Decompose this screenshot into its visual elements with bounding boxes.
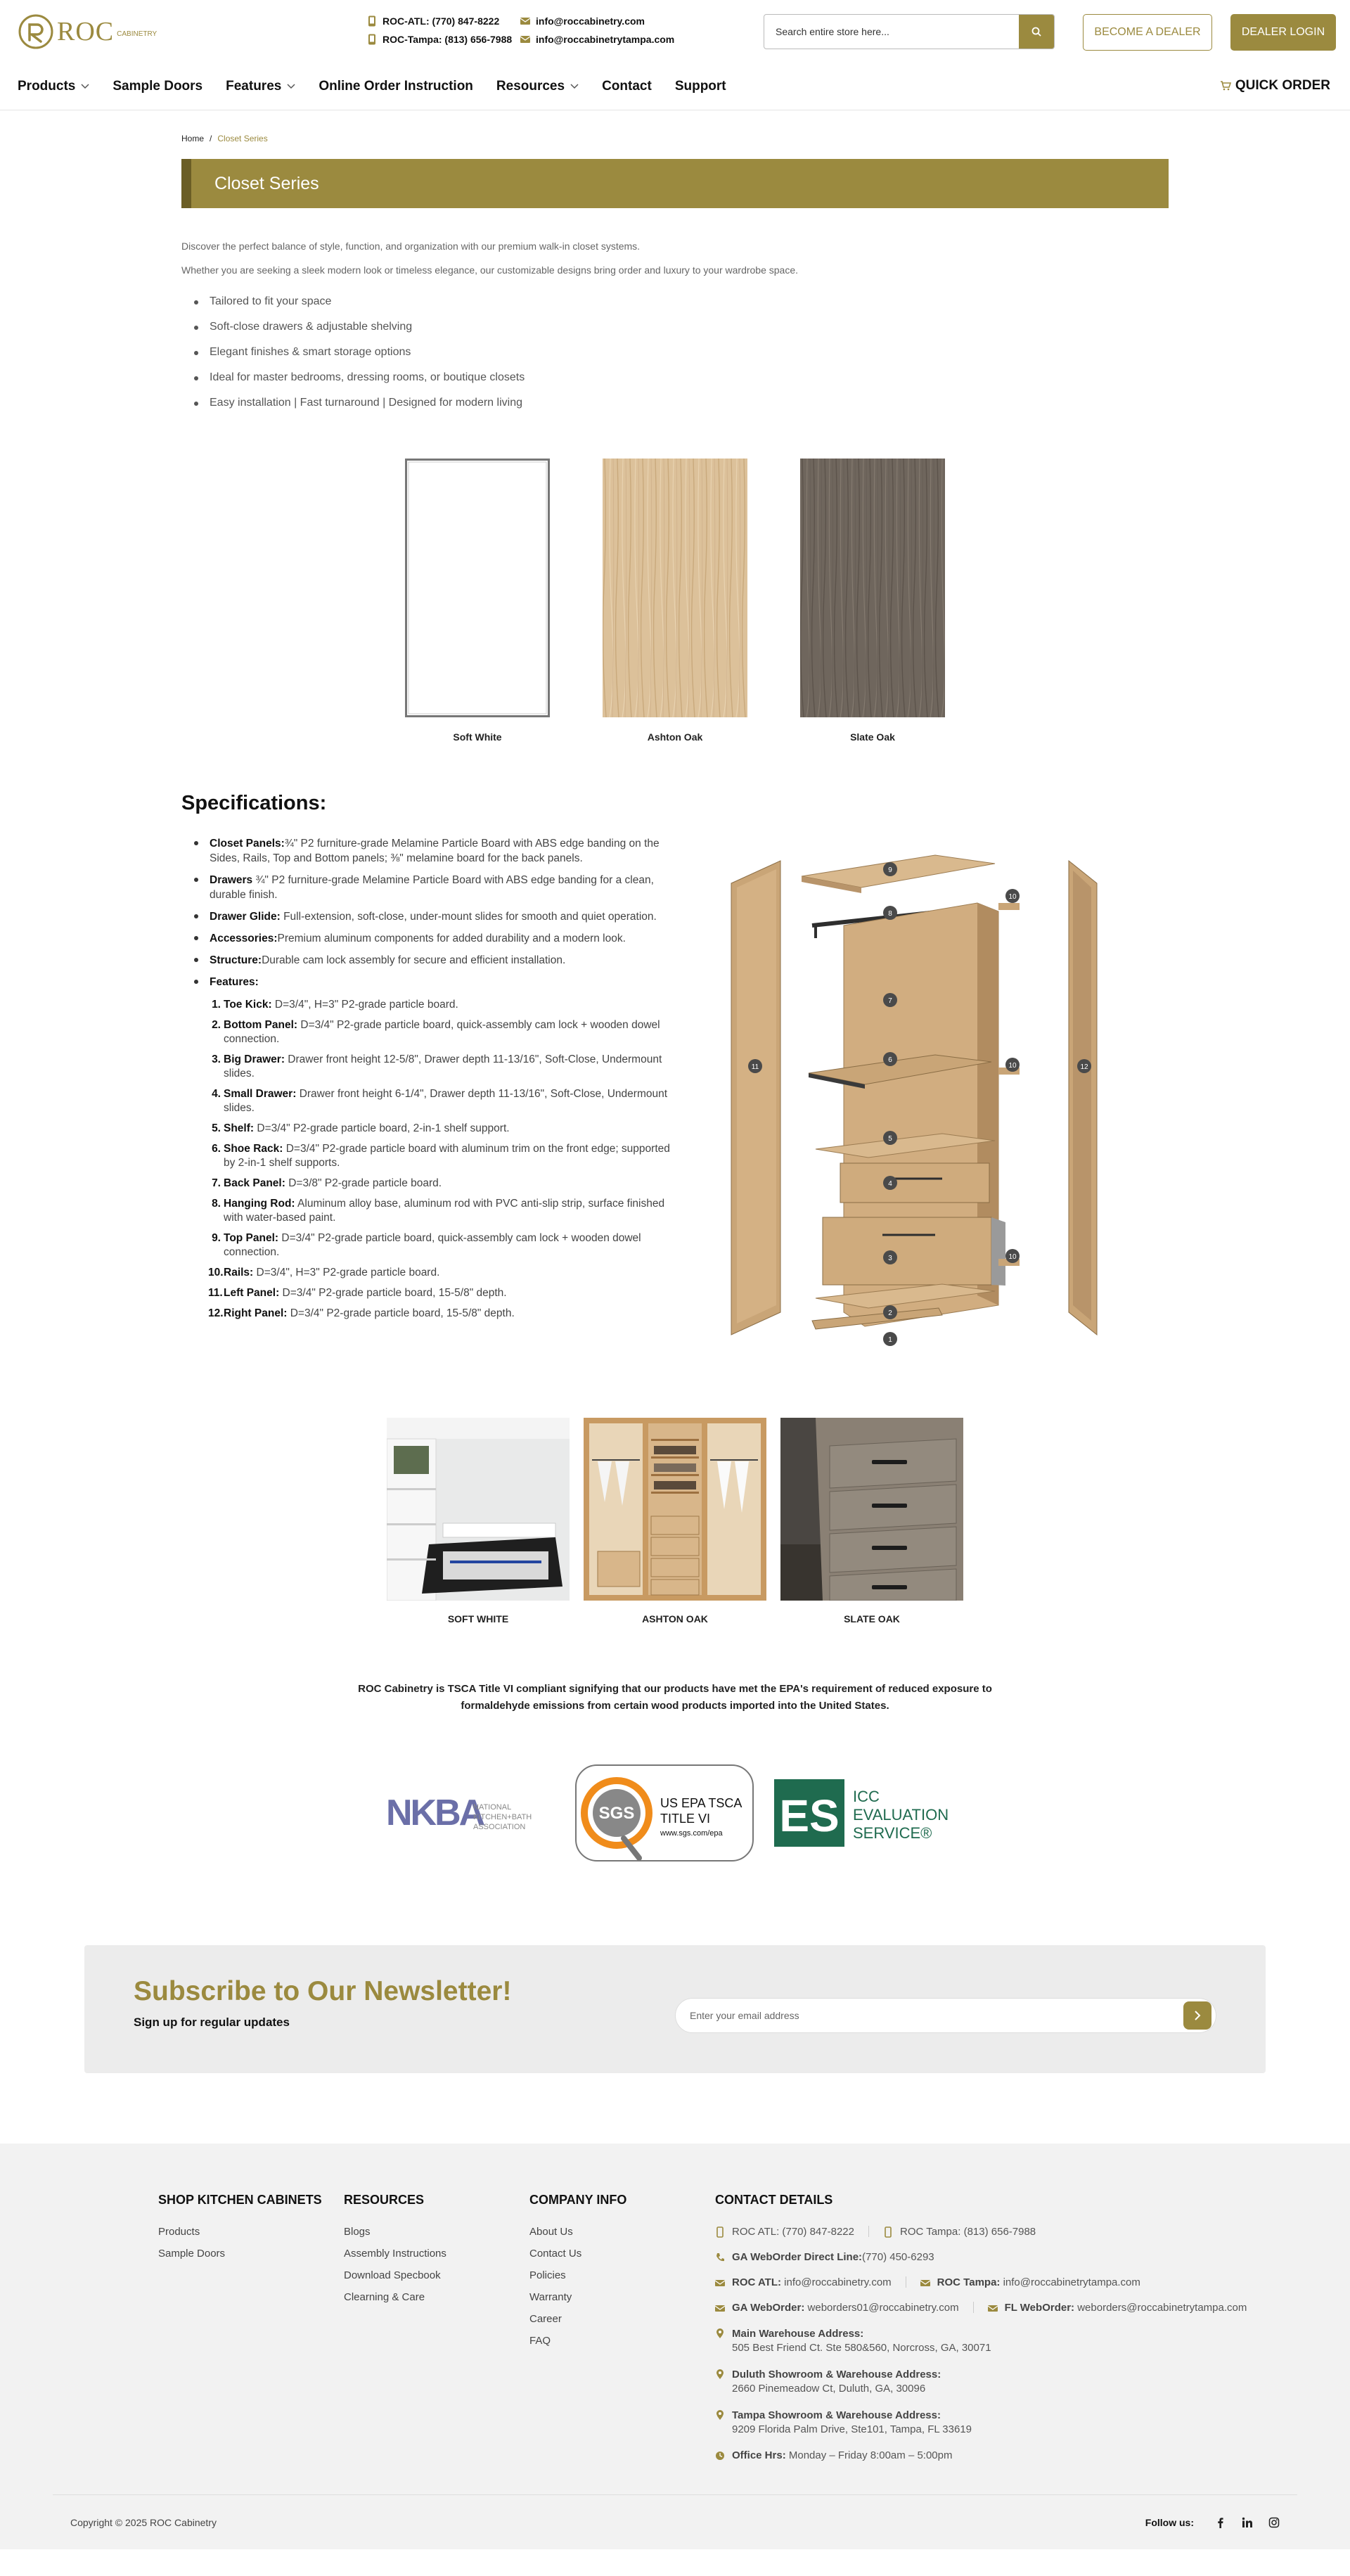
mail-icon bbox=[520, 34, 530, 45]
footer-ga-label: GA WebOrder Direct Line: bbox=[732, 2251, 863, 2263]
footer-link-blogs[interactable]: Blogs bbox=[344, 2226, 371, 2238]
spec-item bbox=[210, 836, 674, 866]
footer-phone-atl[interactable] bbox=[715, 2226, 854, 2238]
location-pin-icon bbox=[715, 2328, 725, 2339]
footer-hours-label: Office Hrs: bbox=[732, 2449, 786, 2461]
feature-item: Ideal for master bedrooms, dressing rooms, or boutique closets bbox=[210, 371, 1169, 384]
copyright: Copyright © 2025 ROC Cabinetry bbox=[70, 2516, 217, 2528]
component-text: D=3/4" P2-grade particle board, 15-5/8" depth. bbox=[279, 1287, 507, 1299]
spec-item bbox=[210, 975, 674, 1321]
swatch-soft-white[interactable] bbox=[405, 459, 550, 743]
diagram-badge bbox=[883, 1131, 897, 1145]
spec-text: ¾" P2 furniture-grade Melamine Particle Board with ABS edge banding on the Sides, Rails, Top and Bottom panels; ⅜" melamine board for the back panels. bbox=[210, 838, 660, 864]
svg-text:7: 7 bbox=[888, 997, 892, 1005]
nav-products[interactable] bbox=[18, 79, 89, 94]
feature-item: Tailored to fit your space bbox=[210, 295, 1169, 308]
svg-text:TITLE VI: TITLE VI bbox=[660, 1812, 711, 1826]
feature-list bbox=[181, 295, 1169, 409]
diagram-badge bbox=[883, 1250, 897, 1264]
search-input[interactable] bbox=[764, 15, 1019, 49]
spec-label: Structure: bbox=[210, 954, 262, 966]
nav-support[interactable] bbox=[675, 79, 726, 94]
top-header bbox=[0, 0, 1350, 63]
component-number: 1. bbox=[212, 999, 221, 1011]
component-label: Right Panel: bbox=[224, 1307, 288, 1319]
footer-addr2-value: 2660 Pinemeadow Ct, Duluth, GA, 30096 bbox=[732, 2383, 926, 2395]
newsletter-subtitle: Sign up for regular updates bbox=[134, 2016, 290, 2029]
certification-logos bbox=[181, 1764, 1169, 1862]
page-banner bbox=[181, 159, 1169, 208]
mail-icon bbox=[715, 2302, 725, 2314]
diagram-badge bbox=[883, 1052, 897, 1066]
newsletter-section bbox=[84, 1945, 1266, 2073]
divider bbox=[868, 2226, 869, 2237]
nav-contact-label: Contact bbox=[602, 79, 652, 94]
component-list bbox=[210, 998, 674, 1321]
instagram-icon[interactable] bbox=[1268, 2517, 1280, 2528]
diagram-badge bbox=[748, 1059, 762, 1073]
location-pin-icon bbox=[715, 2369, 725, 2380]
spec-text: ¾" P2 furniture-grade Melamine Particle Board with ABS edge banding for a clean, durable finish. bbox=[210, 874, 654, 901]
swatch-label: Slate Oak bbox=[850, 731, 895, 743]
svg-text:2: 2 bbox=[888, 1309, 892, 1317]
footer-addr3-value: 9209 Florida Palm Drive, Ste101, Tampa, FL 33619 bbox=[732, 2423, 972, 2435]
svg-text:10: 10 bbox=[1008, 893, 1017, 901]
component-text: Drawer front height 12-5/8", Drawer depth 11-13/16", Soft-Close, Undermount slides. bbox=[224, 1053, 662, 1079]
spec-label: Drawer Glide: bbox=[210, 911, 281, 923]
specifications-text bbox=[181, 792, 674, 1354]
diagram-badge bbox=[883, 862, 897, 876]
header-phone-atl[interactable] bbox=[367, 15, 520, 27]
component-number: 5. bbox=[212, 1122, 221, 1134]
footer-resources-title: RESOURCES bbox=[344, 2193, 425, 2207]
svg-text:12: 12 bbox=[1080, 1063, 1088, 1071]
component-number: 2. bbox=[212, 1019, 221, 1031]
footer-link-contact[interactable]: Contact Us bbox=[529, 2248, 582, 2260]
svg-text:3: 3 bbox=[888, 1255, 892, 1262]
component-label: Big Drawer: bbox=[224, 1053, 285, 1065]
footer-link-about[interactable]: About Us bbox=[529, 2226, 573, 2238]
specifications-list bbox=[181, 836, 674, 1321]
phone-icon bbox=[367, 15, 377, 27]
breadcrumb-separator: / bbox=[210, 134, 212, 143]
slate-oak-photo bbox=[780, 1418, 963, 1601]
footer-email-tampa[interactable] bbox=[920, 2276, 1140, 2288]
svg-text:9: 9 bbox=[888, 866, 892, 874]
component-label: Hanging Rod: bbox=[224, 1198, 295, 1210]
quick-order-link[interactable] bbox=[1220, 78, 1330, 94]
chevron-right-icon bbox=[1194, 2011, 1201, 2020]
component-number: 10. bbox=[208, 1267, 224, 1279]
closet-exploded-view bbox=[724, 820, 1118, 1354]
footer-ga-direct-line[interactable] bbox=[715, 2251, 1278, 2263]
footer-ga-web-label: GA WebOrder: bbox=[732, 2302, 805, 2314]
footer-phone-tampa-text: ROC Tampa: (813) 656-7988 bbox=[899, 2226, 1036, 2238]
svg-text:10: 10 bbox=[1008, 1253, 1017, 1261]
svg-text:US EPA TSCA: US EPA TSCA bbox=[660, 1796, 742, 1810]
photo-label: ASHTON OAK bbox=[642, 1613, 708, 1625]
svg-text:6: 6 bbox=[888, 1056, 892, 1064]
mail-icon bbox=[715, 2277, 725, 2288]
newsletter-email-input[interactable] bbox=[676, 2010, 1183, 2021]
component-item bbox=[208, 1286, 674, 1300]
chevron-down-icon bbox=[81, 84, 89, 89]
footer-fl-web-label: FL WebOrder: bbox=[1004, 2302, 1075, 2314]
component-label: Bottom Panel: bbox=[224, 1019, 298, 1031]
swatch-ashton-oak[interactable] bbox=[603, 459, 747, 743]
spec-item bbox=[210, 873, 674, 902]
footer-email-atl-label: ROC ATL: bbox=[732, 2276, 781, 2288]
footer-link-career[interactable]: Career bbox=[529, 2313, 562, 2325]
newsletter-form bbox=[675, 1998, 1216, 2033]
footer-email-tampa-label: ROC Tampa: bbox=[937, 2276, 1001, 2288]
svg-text:NATIONAL: NATIONAL bbox=[473, 1803, 512, 1812]
component-label: Shelf: bbox=[224, 1122, 255, 1134]
component-text: D=3/4" P2-grade particle board, 15-5/8" depth. bbox=[287, 1307, 515, 1319]
facebook-icon[interactable] bbox=[1215, 2517, 1226, 2528]
component-number: 12. bbox=[208, 1307, 224, 1319]
component-text: D=3/4" P2-grade particle board, 2-in-1 shelf support. bbox=[254, 1122, 510, 1134]
component-label: Rails: bbox=[224, 1267, 254, 1279]
component-item bbox=[212, 1122, 674, 1136]
sgs-tsca-logo bbox=[574, 1764, 754, 1862]
footer-hours-value: Monday – Friday 8:00am – 5:00pm bbox=[785, 2449, 953, 2461]
footer-addr2-label: Duluth Showroom & Warehouse Address: bbox=[732, 2369, 941, 2380]
footer-phones bbox=[715, 2226, 1278, 2238]
svg-text:SERVICE®: SERVICE® bbox=[853, 1824, 932, 1842]
component-number: 6. bbox=[212, 1143, 221, 1155]
svg-text:ICC: ICC bbox=[853, 1788, 880, 1805]
page-title: Closet Series bbox=[214, 173, 319, 193]
component-text: D=3/4", H=3" P2-grade particle board. bbox=[253, 1267, 440, 1279]
footer-addr1-label: Main Warehouse Address: bbox=[732, 2328, 864, 2340]
component-number: 3. bbox=[212, 1053, 221, 1065]
component-text: D=3/4" P2-grade particle board with aluminum trim on the front edge; supported by 2-in-1 shelf supports. bbox=[224, 1143, 670, 1169]
component-number: 8. bbox=[212, 1198, 221, 1210]
header-email-tampa[interactable] bbox=[520, 34, 675, 45]
footer-link-sample-doors[interactable]: Sample Doors bbox=[158, 2248, 226, 2260]
nav-support-label: Support bbox=[674, 79, 726, 94]
svg-text:NKBA: NKBA bbox=[386, 1793, 484, 1833]
ashton-oak-photo bbox=[584, 1418, 766, 1601]
site-footer bbox=[0, 2144, 1350, 2549]
svg-text:EVALUATION: EVALUATION bbox=[853, 1806, 949, 1824]
intro-text bbox=[181, 241, 1169, 276]
footer-email-atl-value: info@roccabinetry.com bbox=[780, 2276, 892, 2288]
footer-email-atl[interactable] bbox=[715, 2276, 892, 2288]
component-label: Small Drawer: bbox=[224, 1088, 297, 1100]
features-label: Features: bbox=[210, 976, 259, 988]
spec-label: Closet Panels: bbox=[210, 838, 285, 850]
social-links bbox=[1145, 2517, 1280, 2528]
footer-addr3-label: Tampa Showroom & Warehouse Address: bbox=[732, 2409, 941, 2421]
feature-item: Soft-close drawers & adjustable shelving bbox=[210, 321, 1169, 333]
svg-text:8: 8 bbox=[888, 910, 892, 918]
feature-item: Elegant finishes & smart storage options bbox=[210, 346, 1169, 359]
header-email-tampa-text: info@roccabinetrytampa.com bbox=[536, 34, 675, 45]
header-contacts bbox=[367, 15, 675, 45]
component-item bbox=[212, 1142, 674, 1170]
component-label: Top Panel: bbox=[224, 1232, 279, 1244]
finish-photos bbox=[181, 1418, 1169, 1625]
spec-item bbox=[210, 909, 674, 924]
footer-emails bbox=[715, 2276, 1278, 2288]
search-icon bbox=[1031, 27, 1041, 37]
swatch-soft-white-image bbox=[405, 459, 550, 717]
component-item bbox=[212, 1053, 674, 1081]
spec-label: Accessories: bbox=[210, 933, 278, 944]
swatch-slate-oak[interactable] bbox=[800, 459, 945, 743]
clock-icon bbox=[715, 2450, 725, 2461]
logo-subtext: CABINETRY bbox=[117, 30, 158, 38]
footer-weborders bbox=[715, 2302, 1278, 2314]
spec-text: Durable cam lock assembly for secure and efficient installation. bbox=[262, 954, 566, 966]
svg-text:10: 10 bbox=[1008, 1062, 1017, 1070]
newsletter-submit-button[interactable] bbox=[1183, 2001, 1211, 2030]
header-email-atl-text: info@roccabinetry.com bbox=[536, 15, 645, 27]
mail-icon bbox=[920, 2277, 930, 2288]
component-item bbox=[212, 1087, 674, 1115]
footer-shop-title: SHOP KITCHEN CABINETS bbox=[158, 2193, 322, 2207]
search-box bbox=[764, 14, 1055, 49]
breadcrumb-current: Closet Series bbox=[217, 134, 268, 143]
nav-features[interactable] bbox=[226, 79, 295, 94]
svg-text:5: 5 bbox=[888, 1135, 892, 1143]
diagram-badge bbox=[883, 1305, 897, 1319]
phone-icon bbox=[883, 2226, 893, 2238]
footer-ga-weborder[interactable] bbox=[715, 2302, 959, 2314]
intro-paragraph: Discover the perfect balance of style, function, and organization with our premium walk-in closet systems. bbox=[181, 241, 641, 252]
component-text: Drawer front height 6-1/4", Drawer depth 11-13/16", Soft-Close, Undermount slides. bbox=[224, 1088, 668, 1114]
diagram-badge bbox=[883, 906, 897, 920]
site-logo[interactable] bbox=[18, 11, 157, 53]
photo-label: SOFT WHITE bbox=[447, 1613, 509, 1625]
spec-text: Premium aluminum components for added durability and a modern look. bbox=[277, 933, 626, 944]
roc-logo-icon bbox=[18, 13, 54, 50]
diagram-badge bbox=[883, 1332, 897, 1346]
nav-resources-label: Resources bbox=[496, 79, 565, 94]
finish-swatches bbox=[181, 459, 1169, 743]
footer-bottom-bar bbox=[53, 2494, 1297, 2549]
component-number: 7. bbox=[212, 1177, 221, 1189]
footer-address-main bbox=[715, 2327, 1278, 2355]
spec-item bbox=[210, 931, 674, 946]
svg-text:www.sgs.com/epa: www.sgs.com/epa bbox=[660, 1829, 723, 1838]
feature-item: Easy installation | Fast turnaround | Designed for modern living bbox=[210, 397, 1169, 409]
photo-ashton-oak[interactable] bbox=[584, 1418, 766, 1625]
breadcrumb-home[interactable]: Home bbox=[181, 134, 205, 143]
quick-order-label: QUICK ORDER bbox=[1235, 78, 1330, 93]
swatch-slate-oak-image bbox=[800, 459, 945, 717]
newsletter-title: Subscribe to Our Newsletter! bbox=[134, 1976, 512, 2006]
breadcrumb bbox=[181, 110, 1169, 143]
footer-ga-web-value: weborders01@roccabinetry.com bbox=[804, 2302, 959, 2314]
svg-text:SGS: SGS bbox=[598, 1804, 635, 1823]
become-dealer-button[interactable]: BECOME A DEALER bbox=[1083, 14, 1212, 51]
photo-label: SLATE OAK bbox=[844, 1613, 900, 1625]
component-label: Shoe Rack: bbox=[224, 1143, 283, 1155]
photo-soft-white[interactable] bbox=[387, 1418, 570, 1625]
component-number: 9. bbox=[212, 1232, 221, 1244]
diagram-badge bbox=[1077, 1059, 1091, 1073]
main-content bbox=[181, 110, 1169, 1862]
swatch-label: Ashton Oak bbox=[647, 731, 703, 743]
diagram-badge bbox=[1005, 1249, 1020, 1263]
chevron-down-icon bbox=[570, 84, 579, 89]
nav-sample-doors-label: Sample Doors bbox=[112, 79, 203, 94]
mail-icon bbox=[520, 15, 530, 27]
footer-contact-title: CONTACT DETAILS bbox=[715, 2193, 833, 2207]
header-phone-tampa[interactable] bbox=[367, 34, 520, 45]
component-item bbox=[208, 1266, 674, 1280]
footer-phone-tampa[interactable] bbox=[883, 2226, 1036, 2238]
footer-link-warranty[interactable]: Warranty bbox=[529, 2291, 572, 2303]
footer-address-tampa bbox=[715, 2409, 1278, 2437]
swatch-label: Soft White bbox=[453, 731, 502, 743]
footer-company-column bbox=[529, 2193, 715, 2475]
component-item bbox=[212, 998, 674, 1012]
component-label: Toe Kick: bbox=[224, 999, 272, 1011]
component-item bbox=[212, 1177, 674, 1191]
specifications-section bbox=[181, 792, 1169, 1354]
footer-shop-column bbox=[158, 2193, 344, 2475]
photo-slate-oak[interactable] bbox=[780, 1418, 963, 1625]
footer-resources-column bbox=[344, 2193, 529, 2475]
nav-products-label: Products bbox=[18, 79, 76, 94]
spec-item bbox=[210, 953, 674, 968]
mail-icon bbox=[988, 2302, 998, 2314]
main-nav bbox=[0, 63, 1350, 110]
diagram-badge bbox=[1005, 1058, 1020, 1072]
footer-fl-weborder[interactable] bbox=[988, 2302, 1247, 2314]
footer-link-cleaning[interactable]: Clearning & Care bbox=[344, 2291, 425, 2303]
swatch-ashton-oak-image bbox=[603, 459, 747, 717]
footer-fl-web-value: weborders@roccabinetrytampa.com bbox=[1074, 2302, 1247, 2314]
svg-text:KITCHEN+BATH: KITCHEN+BATH bbox=[473, 1813, 532, 1821]
component-label: Left Panel: bbox=[224, 1287, 280, 1299]
component-number: 4. bbox=[212, 1088, 221, 1100]
spec-label: Drawers bbox=[210, 874, 253, 886]
component-text: D=3/4", H=3" P2-grade particle board. bbox=[271, 999, 458, 1011]
svg-text:ES: ES bbox=[779, 1790, 840, 1841]
svg-text:4: 4 bbox=[888, 1180, 892, 1188]
nkba-logo bbox=[386, 1788, 555, 1838]
cart-icon bbox=[1220, 81, 1231, 91]
tsca-compliance-statement: ROC Cabinetry is TSCA Title VI compliant signifying that our products have met the EPA's requirement of reduced exposure to formaldehyde emissions from certain wood products imported into the United States. bbox=[358, 1683, 992, 1712]
divider bbox=[973, 2302, 974, 2313]
footer-link-policies[interactable]: Policies bbox=[529, 2269, 566, 2281]
diagram-badge bbox=[883, 993, 897, 1007]
component-text: Aluminum alloy base, aluminum rod with PVC anti-slip strip, surface finished with water-based paint. bbox=[224, 1198, 665, 1224]
component-text: D=3/4" P2-grade particle board, quick-assembly cam lock + wooden dowel connection. bbox=[224, 1019, 660, 1045]
component-text: D=3/4" P2-grade particle board, quick-assembly cam lock + wooden dowel connection. bbox=[224, 1232, 641, 1258]
diagram-badge bbox=[883, 1176, 897, 1190]
chevron-down-icon bbox=[287, 84, 295, 89]
footer-contact-column bbox=[715, 2193, 1278, 2475]
footer-link-faq[interactable]: FAQ bbox=[529, 2335, 551, 2347]
phone-handset-icon bbox=[715, 2252, 725, 2263]
nav-sample-doors[interactable] bbox=[112, 79, 202, 94]
soft-white-photo bbox=[387, 1418, 570, 1601]
nav-contact[interactable] bbox=[602, 79, 652, 94]
component-item bbox=[212, 1231, 674, 1260]
icc-es-logo bbox=[774, 1778, 964, 1848]
phone-icon bbox=[367, 34, 377, 45]
footer-company-title: COMPANY INFO bbox=[529, 2193, 627, 2207]
component-item bbox=[208, 1307, 674, 1321]
header-email-atl[interactable] bbox=[520, 15, 675, 27]
nav-resources[interactable] bbox=[496, 79, 579, 94]
footer-addr1-value: 505 Best Friend Ct. Ste 580&560, Norcross, GA, 30071 bbox=[732, 2342, 991, 2354]
footer-email-tampa-value: info@roccabinetrytampa.com bbox=[1000, 2276, 1140, 2288]
location-pin-icon bbox=[715, 2409, 725, 2421]
component-label: Back Panel: bbox=[224, 1177, 285, 1189]
svg-text:ASSOCIATION: ASSOCIATION bbox=[473, 1823, 526, 1831]
footer-office-hours bbox=[715, 2449, 1278, 2461]
diagram-badge bbox=[1005, 889, 1020, 903]
specifications-title: Specifications: bbox=[181, 792, 327, 814]
intro-paragraph: Whether you are seeking a sleek modern look or timeless elegance, our customizable designs bring order and luxury to your wardrobe space. bbox=[181, 264, 799, 276]
search-button[interactable] bbox=[1019, 15, 1054, 49]
footer-ga-value: (770) 450-6293 bbox=[862, 2251, 934, 2263]
component-text: D=3/8" P2-grade particle board. bbox=[285, 1177, 442, 1189]
phone-icon bbox=[715, 2226, 725, 2238]
svg-text:1: 1 bbox=[888, 1336, 892, 1344]
follow-us-label: Follow us: bbox=[1145, 2516, 1194, 2528]
nav-online-order[interactable] bbox=[319, 79, 473, 94]
footer-address-duluth bbox=[715, 2368, 1278, 2396]
footer-columns bbox=[53, 2193, 1297, 2475]
linkedin-icon[interactable] bbox=[1242, 2517, 1253, 2528]
footer-phone-atl-text: ROC ATL: (770) 847-8222 bbox=[732, 2226, 854, 2238]
spec-text: Full-extension, soft-close, under-mount slides for smooth and quiet operation. bbox=[280, 911, 657, 923]
svg-text:11: 11 bbox=[751, 1063, 759, 1071]
dealer-login-button[interactable]: DEALER LOGIN bbox=[1230, 14, 1336, 51]
header-phone-atl-text: ROC-ATL: (770) 847-8222 bbox=[382, 15, 500, 27]
footer-link-assembly[interactable]: Assembly Instructions bbox=[344, 2248, 446, 2260]
component-item bbox=[212, 1018, 674, 1046]
component-item bbox=[212, 1197, 674, 1225]
nav-features-label: Features bbox=[226, 79, 282, 94]
footer-link-specbook[interactable]: Download Specbook bbox=[344, 2269, 441, 2281]
logo-text: ROC bbox=[57, 17, 115, 46]
nav-online-order-label: Online Order Instruction bbox=[319, 79, 473, 94]
exploded-diagram bbox=[674, 792, 1169, 1354]
footer-link-products[interactable]: Products bbox=[158, 2226, 200, 2238]
header-phone-tampa-text: ROC-Tampa: (813) 656-7988 bbox=[382, 34, 513, 45]
component-number: 11. bbox=[208, 1287, 223, 1299]
